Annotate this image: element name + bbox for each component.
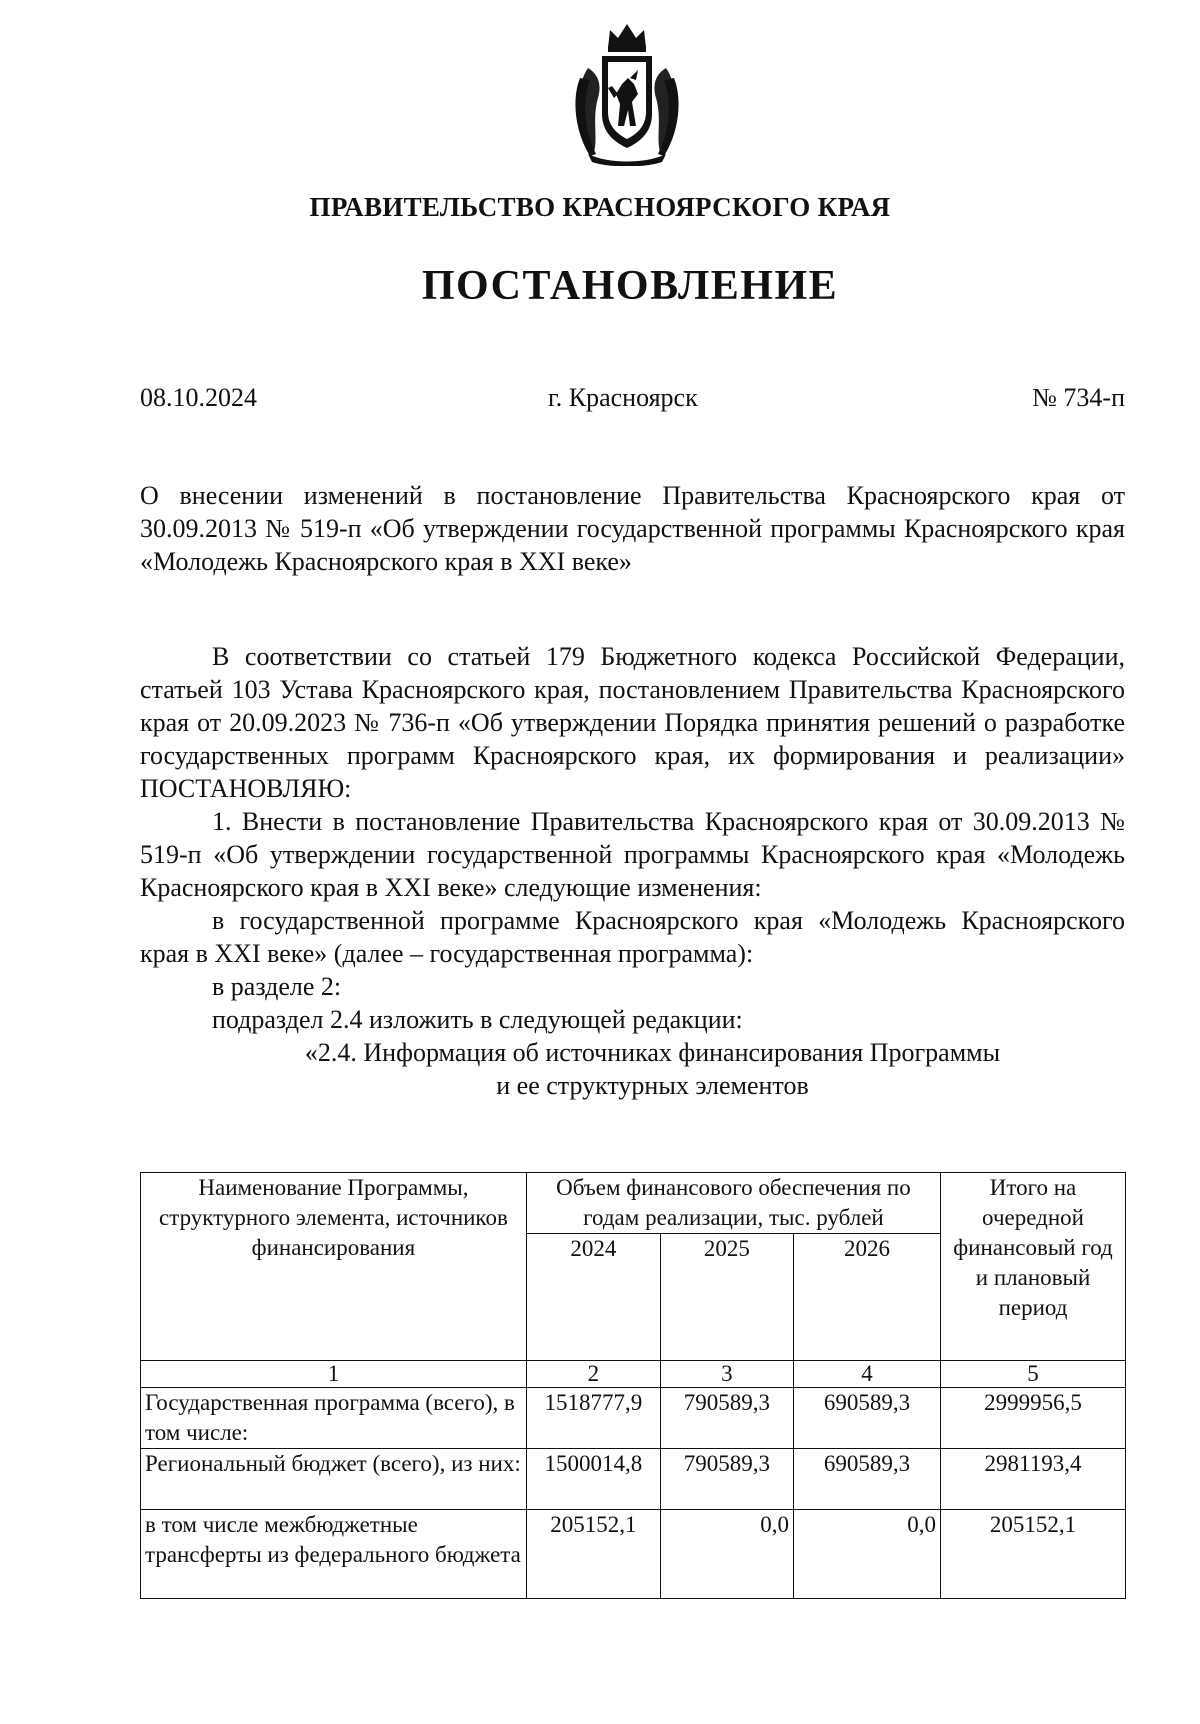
table-column-numbers-row (141, 1361, 1126, 1388)
document-subject: О внесении изменений в постановление Правительства Красноярского края от 30.09.2013 № 519-п «Об утверждении государственной программы Красноярского края «Молодежь Красноярского края в XXI веке» (140, 481, 1125, 576)
row-value-2026: 690589,3 (793, 1449, 940, 1510)
row-name: Региональный бюджет (всего), из них: (141, 1449, 527, 1510)
row-value-total: 2981193,4 (941, 1449, 1126, 1510)
header-col-name: Наименование Программы, структурного элемента, источников финансирования (141, 1173, 527, 1361)
section-heading-line-1: «2.4. Информация об источниках финансирования Программы (304, 1038, 1001, 1067)
paragraph-item-1: 1. Внести в постановление Правительства Красноярского края от 30.09.2013 № 519-п «Об утверждении государственной программы Красноярского края «Молодежь Красноярского края в XXI веке» следующие изменения: (140, 807, 1125, 902)
row-value-2025: 790589,3 (660, 1388, 793, 1449)
section-heading-line-2: и ее структурных элементов (496, 1071, 809, 1100)
row-name: Государственная программа (всего), в том числе: (141, 1388, 527, 1449)
row-value-2024: 1518777,9 (526, 1388, 660, 1449)
row-name: в том числе межбюджетные трансферты из федерального бюджета (141, 1510, 527, 1599)
column-number: 1 (141, 1361, 527, 1388)
row-value-2026: 0,0 (793, 1510, 940, 1599)
row-value-2026: 690589,3 (793, 1388, 940, 1449)
row-value-2025: 0,0 (660, 1510, 793, 1599)
document-meta (140, 383, 1125, 423)
paragraph-basis: В соответствии со статьей 179 Бюджетного кодекса Российской Федерации, статьей 103 Устава Красноярского края, постановлением Правительства Красноярского края от 20.09.2023 № 736-п «Об утверждении Порядка принятия решений о разработке государственных программ Красноярского края, их формирования и реализации» ПОСТАНОВЛЯЮ: (140, 642, 1125, 803)
document-date: 08.10.2024 (140, 383, 257, 412)
document-body (140, 640, 1125, 1102)
header-year-2024: 2024 (526, 1234, 660, 1361)
financing-table (140, 1172, 1126, 1599)
table-row (141, 1388, 1126, 1449)
row-value-total: 205152,1 (941, 1510, 1126, 1599)
document-city: г. Красноярск (548, 383, 698, 412)
column-number: 2 (526, 1361, 660, 1388)
column-number: 4 (793, 1361, 940, 1388)
document-type: ПОСТАНОВЛЕНИЕ (421, 263, 839, 309)
column-number: 5 (941, 1361, 1126, 1388)
document-number: № 734-п (1032, 383, 1125, 412)
row-value-2024: 205152,1 (526, 1510, 660, 1599)
paragraph-section: в разделе 2: (212, 972, 342, 1001)
table-row (141, 1449, 1126, 1510)
header-col-total: Итого на очередной финансовый год и плановый период (941, 1173, 1126, 1361)
table-header-row (141, 1173, 1126, 1234)
paragraph-subsection: подраздел 2.4 изложить в следующей редакции: (212, 1005, 743, 1034)
government-title: ПРАВИТЕЛЬСТВО КРАСНОЯРСКОГО КРАЯ (309, 192, 891, 222)
row-value-2025: 790589,3 (660, 1449, 793, 1510)
row-value-2024: 1500014,8 (526, 1449, 660, 1510)
header-year-2026: 2026 (793, 1234, 940, 1361)
row-value-total: 2999956,5 (941, 1388, 1126, 1449)
header-col-group: Объем финансового обеспечения по годам реализации, тыс. рублей (526, 1173, 940, 1234)
header-year-2025: 2025 (660, 1234, 793, 1361)
table-row (141, 1510, 1126, 1599)
column-number: 3 (660, 1361, 793, 1388)
krasnoyarsk-coat-of-arms-icon (568, 18, 686, 166)
paragraph-program: в государственной программе Красноярского края «Молодежь Красноярского края в XXI веке» (далее – государственная программа): (140, 906, 1125, 968)
